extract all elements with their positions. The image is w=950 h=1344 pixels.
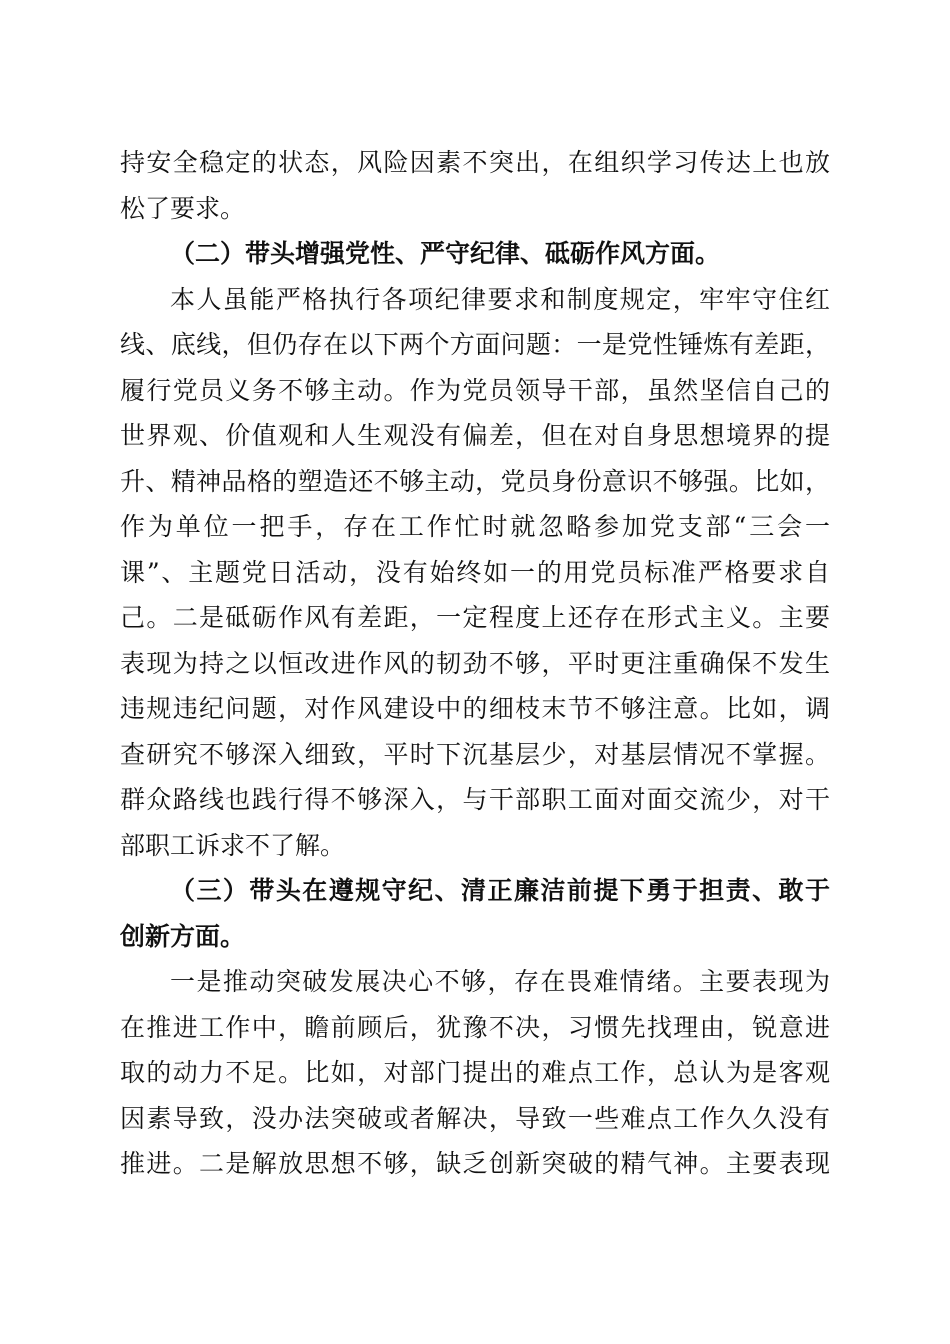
text-line: 推进。二是解放思想不够，缺乏创新突破的精气神。主要表现 [120, 1149, 830, 1178]
text-line: 违规违纪问题，对作风建设中的细枝末节不够注意。比如，调 [120, 694, 830, 723]
text-line: 群众路线也践行得不够深入，与干部职工面对面交流少，对干 [120, 785, 830, 814]
paragraph-continuation [120, 140, 830, 231]
text-line: 课”、主题党日活动，没有始终如一的用党员标准严格要求自 [120, 557, 830, 587]
text-line: 履行党员义务不够主动。作为党员领导干部，虽然坚信自己的 [120, 375, 830, 405]
document-body [120, 140, 830, 1187]
text-line: 升、精神品格的塑造还不够主动，党员身份意识不够强。比如， [120, 466, 830, 496]
heading-text: （三）带头在遵规守纪、清正廉洁前提下勇于担责、敢于 [170, 876, 830, 905]
text-line: 线、底线，但仍存在以下两个方面问题：一是党性锤炼有差距， [120, 330, 830, 359]
text-line: 部职工诉求不了解。 [120, 830, 346, 860]
paragraph-party-spirit [120, 277, 830, 869]
text-line: 持安全稳定的状态，风险因素不突出，在组织学习传达上也放 [120, 148, 830, 177]
heading-text: （二）带头增强党性、严守纪律、砥砺作风方面。 [170, 239, 721, 268]
text-line: 本人虽能严格执行各项纪律要求和制度规定，牢牢守住红 [170, 284, 830, 314]
heading-text: 创新方面。 [120, 921, 246, 951]
paragraph-responsibility [120, 959, 830, 1187]
text-line: 作为单位一把手，存在工作忙时就忽略参加党支部“三会一 [120, 512, 830, 541]
text-line: 表现为持之以恒改进作风的韧劲不够，平时更注重确保不发生 [120, 648, 830, 678]
text-line: 松了要求。 [120, 193, 246, 223]
section-heading-3 [120, 868, 830, 959]
text-line: 查研究不够深入细致，平时下沉基层少，对基层情况不掌握。 [120, 739, 830, 769]
text-line: 世界观、价值观和人生观没有偏差，但在对自身思想境界的提 [120, 421, 830, 450]
text-line: 己。二是砥砺作风有差距，一定程度上还存在形式主义。主要 [120, 603, 830, 632]
section-heading-2 [120, 231, 830, 277]
text-line: 在推进工作中，瞻前顾后，犹豫不决，习惯先找理由，锐意进 [120, 1012, 830, 1042]
text-line: 一是推动突破发展决心不够，存在畏难情绪。主要表现为 [170, 967, 830, 996]
text-line: 取的动力不足。比如，对部门提出的难点工作，总认为是客观 [120, 1058, 830, 1087]
text-line: 因素导致，没办法突破或者解决，导致一些难点工作久久没有 [120, 1103, 830, 1133]
